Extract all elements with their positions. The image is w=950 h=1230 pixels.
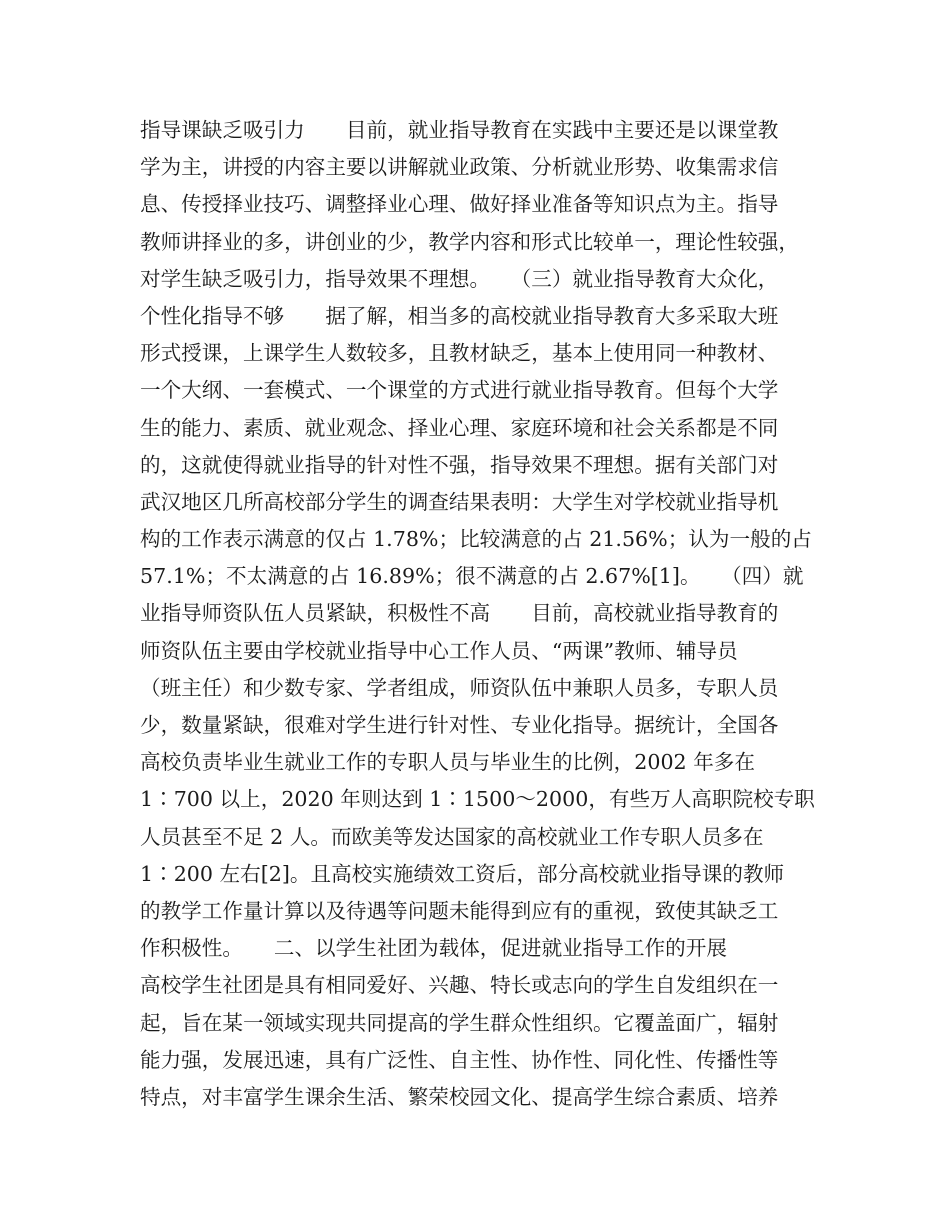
text-line: 57.1%；不太满意的占 16.89%；很不满意的占 2.67%[1]。 （四）就 — [140, 564, 804, 589]
text-line: 作积极性。 二、以学生社团为载体，促进就业指导工作的开展 — [140, 936, 727, 961]
text-line: 业指导师资队伍人员紧缺，积极性不高 目前，高校就业指导教育的 — [140, 601, 779, 626]
text-line: 生的能力、素质、就业观念、择业心理、家庭环境和社会关系都是不同 — [140, 415, 779, 440]
text-line: 息、传授择业技巧、调整择业心理、做好择业准备等知识点为主。指导 — [140, 192, 779, 217]
text-line: 学为主，讲授的内容主要以讲解就业政策、分析就业形势、收集需求信 — [140, 155, 779, 180]
text-line: 一个大纲、一套模式、一个课堂的方式进行就业指导教育。但每个大学 — [140, 378, 779, 403]
text-line: 指导课缺乏吸引力 目前，就业指导教育在实践中主要还是以课堂教 — [140, 118, 779, 142]
text-line: 个性化指导不够 据了解，相当多的高校就业指导教育大多采取大班 — [140, 303, 779, 328]
text-line: （班主任）和少数专家、学者组成，师资队伍中兼职人员多，专职人员 — [140, 675, 779, 700]
text-line: 少，数量紧缺，很难对学生进行针对性、专业化指导。据统计，全国各 — [140, 713, 779, 737]
text-line: 教师讲择业的多，讲创业的少，教学内容和形式比较单一，理论性较强， — [140, 229, 799, 254]
text-line: 特点，对丰富学生课余生活、繁荣校园文化、提高学生综合素质、培养 — [140, 1084, 779, 1109]
text-line: 高校学生社团是具有相同爱好、兴趣、特长或志向的学生自发组织在一 — [140, 973, 779, 998]
text-line: 武汉地区几所高校部分学生的调查结果表明：大学生对学校就业指导机 — [140, 489, 779, 514]
text-line: 高校负责毕业生就业工作的专职人员与毕业生的比例，2002 年多在 — [140, 750, 755, 775]
text-line: 1∶700 以上，2020 年则达到 1∶1500～2000，有些万人高职院校专职 — [140, 787, 815, 812]
text-line: 人员甚至不足 2 人。而欧美等发达国家的高校就业工作专职人员多在 — [140, 824, 764, 849]
text-line: 的，这就使得就业指导的针对性不强，指导效果不理想。据有关部门对 — [140, 452, 779, 477]
text-line: 师资队伍主要由学校就业指导中心工作人员、“两课”教师、辅导员 — [140, 638, 738, 663]
text-line: 1∶200 左右[2]。且高校实施绩效工资后，部分高校就业指导课的教师 — [140, 861, 785, 886]
body-paragraph — [140, 112, 820, 1116]
text-line: 形式授课，上课学生人数较多，且教材缺乏，基本上使用同一种教材、 — [140, 341, 779, 366]
text-line: 起，旨在某一领域实现共同提高的学生群众性组织。它覆盖面广，辐射 — [140, 1010, 779, 1035]
text-line: 构的工作表示满意的仅占 1.78%；比较满意的占 21.56%；认为一般的占 — [140, 527, 812, 552]
text-line: 对学生缺乏吸引力，指导效果不理想。 （三）就业指导教育大众化， — [140, 266, 779, 291]
text-line: 能力强，发展迅速，具有广泛性、自主性、协作性、同化性、传播性等 — [140, 1047, 779, 1072]
text-line: 的教学工作量计算以及待遇等问题未能得到应有的重视，致使其缺乏工 — [140, 898, 779, 923]
